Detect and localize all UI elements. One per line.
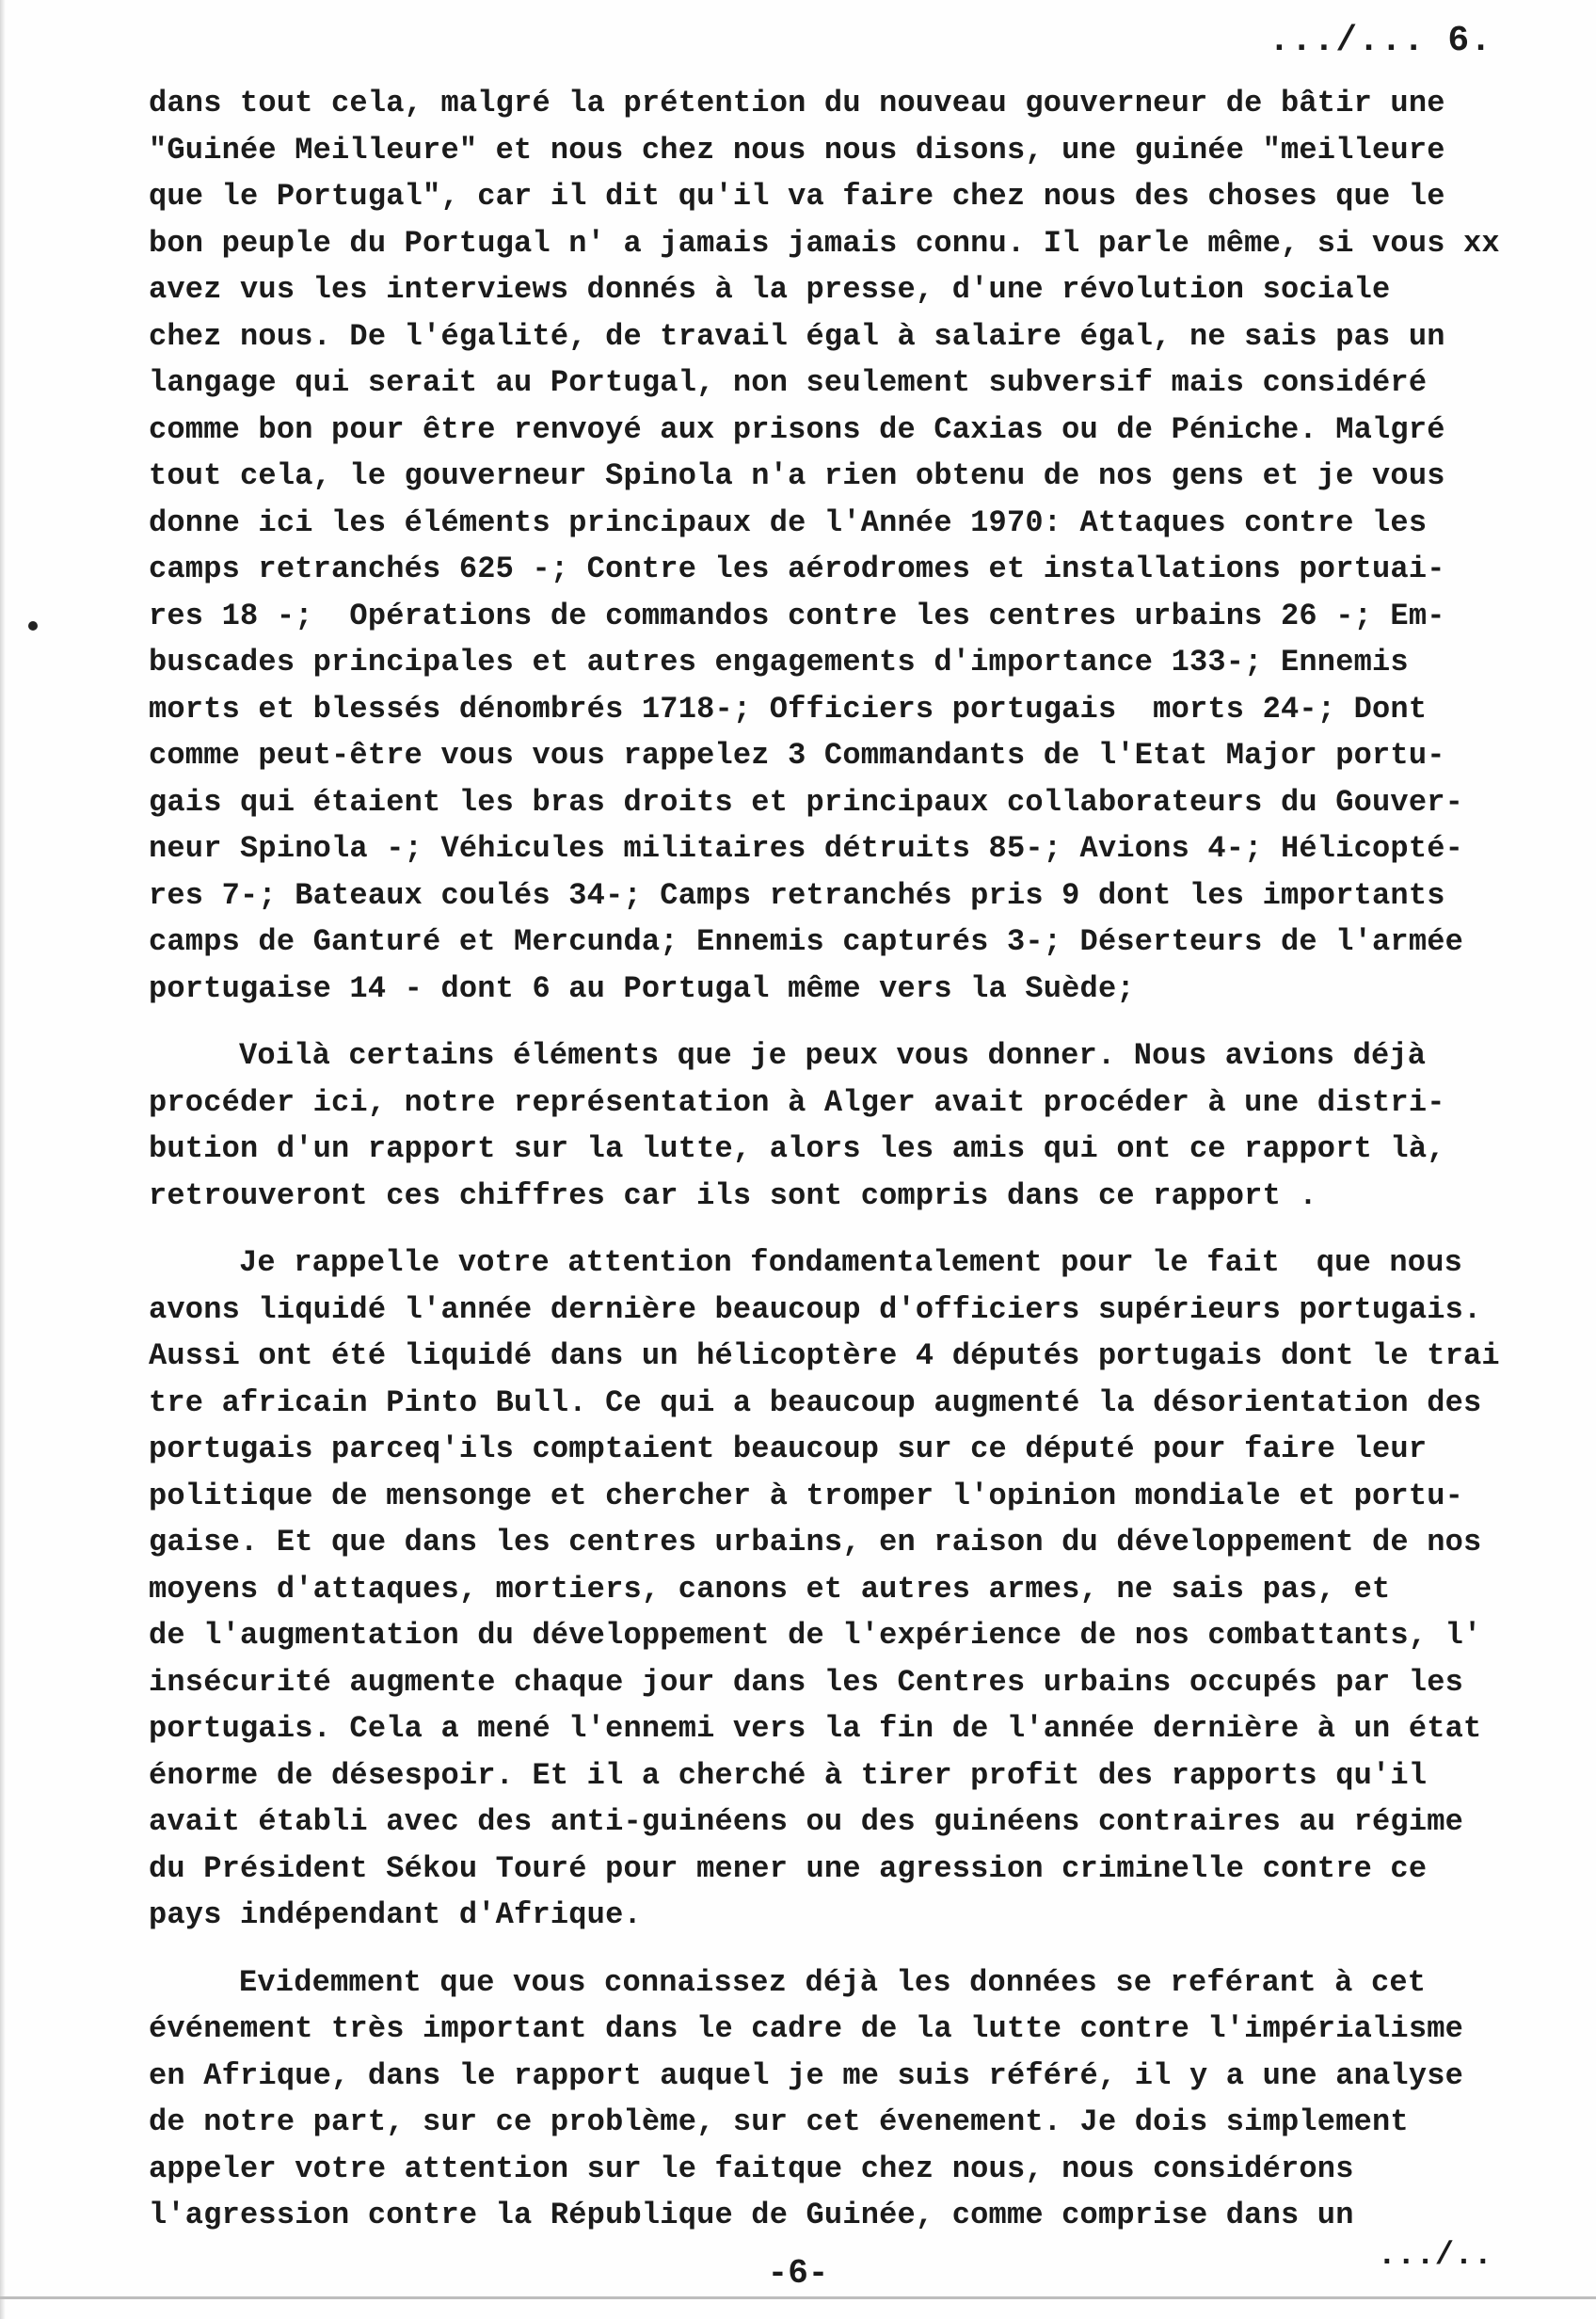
- text-line: pays indépendant d'Afrique.: [149, 1897, 642, 1932]
- text-line: tout cela, le gouverneur Spinola n'a rien obtenu de nos gens et je vous: [149, 458, 1445, 493]
- text-line: politique de mensonge et chercher à tromper l'opinion mondiale et portu-: [149, 1478, 1464, 1513]
- text-line: appeler votre attention sur le faitque chez nous, nous considérons: [149, 2151, 1354, 2186]
- margin-punch-mark: [28, 621, 38, 631]
- text-line: res 7-; Bateaux coulés 34-; Camps retranchés pris 9 dont les importants: [149, 877, 1445, 913]
- continuation-marker: .../..: [1377, 2238, 1492, 2274]
- text-line: l'agression contre la République de Guinée, comme comprise dans un: [149, 2198, 1354, 2232]
- page-reference-header: .../... 6.: [1268, 21, 1492, 61]
- paragraph: [149, 1032, 1541, 1219]
- text-line: procéder ici, notre représentation à Alger avait procéder à une distri-: [149, 1084, 1445, 1120]
- text-line: avons liquidé l'année dernière beaucoup d'officiers supérieurs portugais.: [149, 1291, 1482, 1327]
- document-body: [149, 80, 1541, 2260]
- text-line: énorme de désespoir. Et il a cherché à tirer profit des rapports qu'il: [149, 1757, 1428, 1793]
- text-line: avait établi avec des anti-guinéens ou des guinéens contraires au régime: [149, 1804, 1464, 1839]
- text-line: camps retranchés 625 -; Contre les aérodromes et installations portuai-: [149, 552, 1445, 586]
- text-line: événement très important dans le cadre de la lutte contre l'impérialisme: [149, 2011, 1464, 2046]
- text-line: portugais. Cela a mené l'ennemi vers la fin de l'année dernière à un état: [149, 1711, 1482, 1746]
- text-line: portugaise 14 - dont 6 au Portugal même vers la Suède;: [149, 970, 1135, 1006]
- paragraph: [149, 1959, 1541, 2239]
- text-line: comme peut-être vous vous rappelez 3 Commandants de l'Etat Major portu-: [149, 738, 1445, 773]
- text-line: chez nous. De l'égalité, de travail égal à salaire égal, ne sais pas un: [149, 318, 1445, 354]
- text-line: neur Spinola -; Véhicules militaires détruits 85-; Avions 4-; Hélicopté-: [149, 831, 1464, 866]
- page-number: -6-: [767, 2254, 829, 2293]
- text-line: gais qui étaient les bras droits et principaux collaborateurs du Gouver-: [149, 784, 1464, 820]
- paragraph: [149, 80, 1541, 1012]
- text-line: res 18 -; Opérations de commandos contre les centres urbains 26 -; Em-: [149, 598, 1445, 633]
- text-line: dans tout cela, malgré la prétention du nouveau gouverneur de bâtir une: [149, 86, 1445, 120]
- text-line: gaise. Et que dans les centres urbains, en raison du développement de nos: [149, 1525, 1482, 1559]
- text-line: Je rappelle votre attention fondamentalement pour le fait que nous: [239, 1245, 1463, 1280]
- text-line: insécurité augmente chaque jour dans les Centres urbains occupés par les: [149, 1664, 1464, 1700]
- text-line: moyens d'attaques, mortiers, canons et autres armes, ne sais pas, et: [149, 1571, 1391, 1607]
- text-line: de notre part, sur ce problème, sur cet évenement. Je dois simplement: [149, 2104, 1409, 2139]
- text-line: comme bon pour être renvoyé aux prisons de Caxias ou de Péniche. Malgré: [149, 411, 1445, 447]
- text-line: Voilà certains éléments que je peux vous donner. Nous avions déjà: [239, 1038, 1427, 1073]
- text-line: que le Portugal", car il dit qu'il va faire chez nous des choses que le: [149, 179, 1445, 214]
- text-line: buscades principales et autres engagements d'importance 133-; Ennemis: [149, 645, 1409, 680]
- text-line: avez vus les interviews donnés à la presse, d'une révolution sociale: [149, 272, 1391, 307]
- text-line: morts et blessés dénombrés 1718-; Officiers portugais morts 24-; Dont: [149, 691, 1428, 727]
- text-line: Evidemment que vous connaissez déjà les données se reférant à cet: [239, 1964, 1427, 2000]
- text-line: en Afrique, dans le rapport auquel je me suis référé, il y a une analyse: [149, 2057, 1464, 2093]
- text-line: camps de Ganturé et Mercunda; Ennemis capturés 3-; Déserteurs de l'armée: [149, 924, 1464, 959]
- paragraph: [149, 1239, 1541, 1939]
- text-line: donne ici les éléments principaux de l'Année 1970: Attaques contre les: [149, 504, 1428, 540]
- text-line: du Président Sékou Touré pour mener une agression criminelle contre ce: [149, 1850, 1428, 1886]
- text-line: langage qui serait au Portugal, non seulement subversif mais considéré: [149, 365, 1428, 400]
- text-line: bution d'un rapport sur la lutte, alors les amis qui ont ce rapport là,: [149, 1131, 1445, 1166]
- text-line: de l'augmentation du développement de l'expérience de nos combattants, l': [149, 1618, 1482, 1653]
- text-line: "Guinée Meilleure" et nous chez nous nous disons, une guinée "meilleure: [149, 132, 1445, 168]
- scan-left-edge: [0, 0, 6, 2319]
- text-line: retrouveront ces chiffres car ils sont compris dans ce rapport .: [149, 1177, 1317, 1213]
- text-line: portugais parceq'ils comptaient beaucoup sur ce député pour faire leur: [149, 1431, 1428, 1466]
- text-line: tre africain Pinto Bull. Ce qui a beaucoup augmenté la désorientation des: [149, 1384, 1482, 1420]
- scan-bottom-edge: [0, 2296, 1596, 2299]
- text-line: bon peuple du Portugal n' a jamais jamais connu. Il parle même, si vous xx: [149, 225, 1500, 261]
- text-line: Aussi ont été liquidé dans un hélicoptère 4 députés portugais dont le trai: [149, 1338, 1500, 1373]
